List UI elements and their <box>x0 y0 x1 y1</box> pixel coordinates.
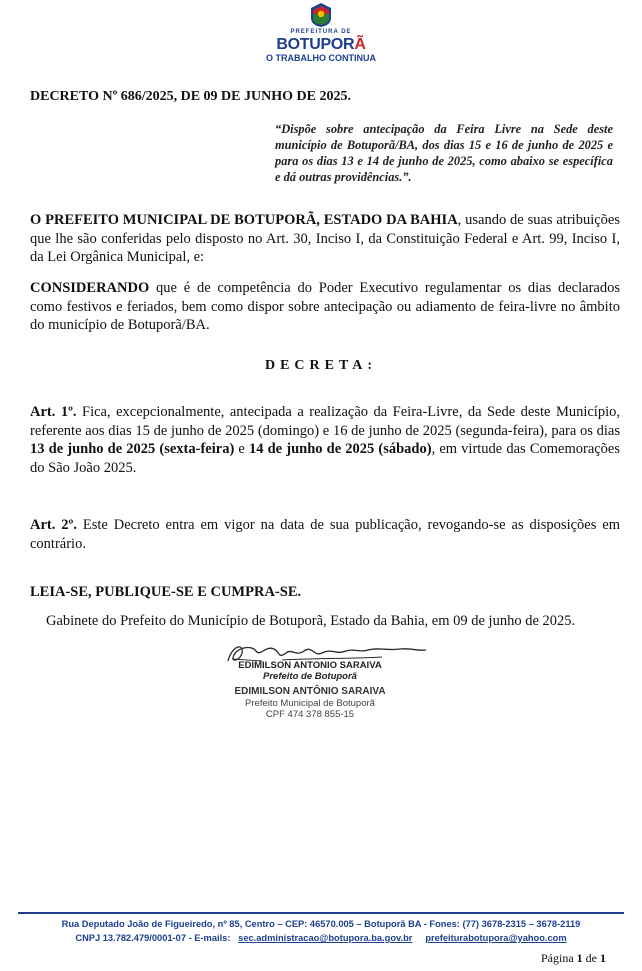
footer-divider <box>18 912 624 914</box>
page-sep: de <box>585 951 597 965</box>
preamble-text: , usando de suas atribuições que lhe são conferidas pelo disposto no Art. 30, Inciso I, da Constituição Federal e Art. 99, Inciso I, da Lei Orgânica Municipal, e: <box>30 212 620 266</box>
signature-stamp <box>200 686 420 720</box>
article-2-text: Este Decreto entra em vigor na data de sua publicação, revogando-se as disposições em contrário. <box>30 517 620 552</box>
slogan: O TRABALHO CONTINUA <box>266 53 376 63</box>
footer-address: Rua Deputado João de Figueiredo, nº 85, Centro – CEP: 46570.005 – Botuporã BA - Fones: (77) 3678-2315 – 3678-2119 <box>61 919 581 929</box>
closing-formula: LEIA-SE, PUBLIQUE-SE E CUMPRA-SE. <box>30 584 302 600</box>
decree-summary: “Dispõe sobre antecipação da Feira Livre na Sede deste município de Botuporã/BA, dos dias 15 e 16 de junho de 2025 e para os dias 13 e 14 de junho de 2025, como abaixo se específica e dá outras providências.”. <box>275 122 613 184</box>
page-label: Página <box>541 951 574 965</box>
preamble-bold: O PREFEITO MUNICIPAL DE BOTUPORÃ, ESTADO DA BAHIA <box>30 212 458 228</box>
page-current: 1 <box>576 951 583 965</box>
email-link-administracao[interactable]: sec.administracao@botupora.ba.gov.br <box>238 933 413 943</box>
considerando-text: que é de competência do Poder Executivo regulamentar os dias declarados como festivos e feriados, bem como dispor sobre antecipação ou adiamento de feira-livre no âmbito do município de Botuporã/BA. <box>30 280 620 334</box>
footer-cnpj: CNPJ 13.782.479/0001-07 - E-mails: <box>75 933 231 943</box>
gabinete-line: Gabinete do Prefeito do Município de Botuporã, Estado da Bahia, em 09 de junho de 2025. <box>46 613 576 629</box>
page-total: 1 <box>600 951 606 965</box>
stamp-cpf: CPF 474 378 855-15 <box>265 709 355 720</box>
preamble-paragraph <box>30 211 620 267</box>
city-name-part1: BOTUPOR <box>276 36 355 53</box>
footer-contacts <box>18 932 624 944</box>
header-logo <box>0 2 642 64</box>
article-1-text-b: e <box>234 441 249 458</box>
article-1-label: Art. 1º. <box>30 404 77 420</box>
article-2-label: Art. 2º. <box>30 517 77 533</box>
article-1-text-c: , em virtude das Comemorações do São João 2025. <box>30 441 621 476</box>
stamp-name: EDIMILSON ANTÔNIO SARAIVA <box>234 686 386 697</box>
considerando-bold: CONSIDERANDO <box>30 280 150 296</box>
city-name <box>0 36 642 53</box>
decreta-heading: DECRETA: <box>264 358 378 373</box>
article-2 <box>30 516 620 553</box>
decree-title: DECRETO Nº 686/2025, DE 09 DE JUNHO DE 2025. <box>30 89 351 104</box>
article-1-text-a: Fica, excepcionalmente, antecipada a realização da Feira-Livre, da Sede deste Município, referente aos dias 15 de junho de 2025 (domingo) e 16 de junho de 2025 (segunda-feira), para os dias <box>30 404 620 439</box>
article-1 <box>30 403 620 477</box>
stamp-role: Prefeito Municipal de Botuporã <box>245 698 375 709</box>
signatory-name: EDIMILSON ANTONIO SARAIVA <box>238 660 382 671</box>
page-number <box>541 951 606 965</box>
considerando-paragraph <box>30 279 620 335</box>
city-crest-icon <box>308 2 334 28</box>
signature-block <box>200 660 420 683</box>
prefeitura-label: PREFEITURA DE <box>290 29 352 35</box>
email-link-prefeitura[interactable]: prefeiturabotupora@yahoo.com <box>425 933 567 943</box>
signatory-role: Prefeito de Botuporã <box>263 671 357 682</box>
city-name-part2: Ã <box>354 36 366 53</box>
article-1-bold-a: 13 de junho de 2025 (sexta-feira) <box>30 441 235 458</box>
article-1-bold-b: 14 de junho de 2025 (sábado) <box>248 441 432 458</box>
